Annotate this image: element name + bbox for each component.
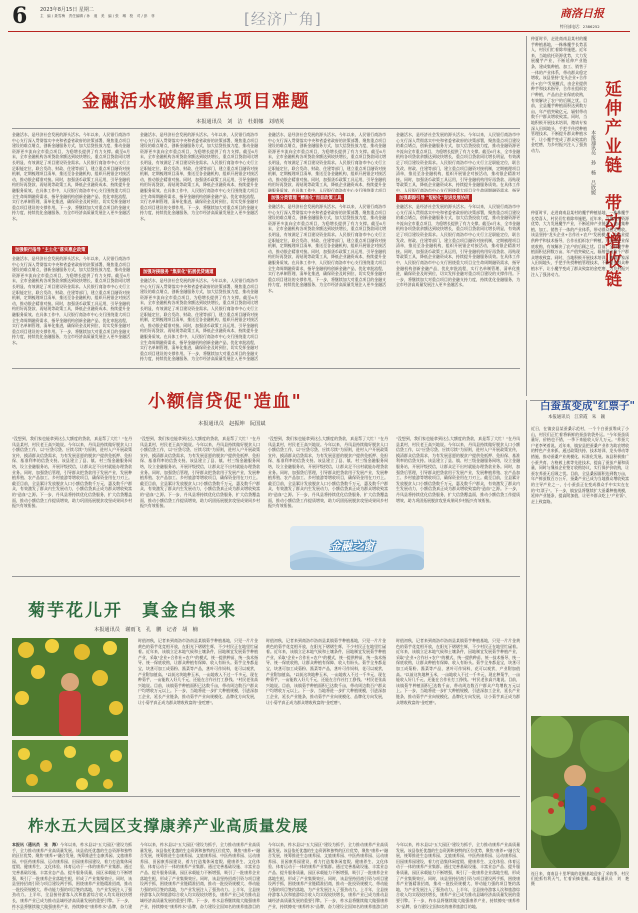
jerusalem-artichoke-photo bbox=[12, 638, 128, 736]
column-tag-finance-window bbox=[290, 526, 424, 570]
article1-subhead-2: 加强对接服务 "集束化"拓展优贷通道 bbox=[140, 268, 216, 276]
article2-col2: "没想到，我们家也能拿到这么大额度的贷款，真是帮了大忙！"在丹凤县某村，村民老王高兴地说。今年以来，丹凤县持续做好脱贫人口小额信贷工作，以"应贷尽贷、应续尽续"为原则，进村入户开展政策宣传，摸清群众信贷需求，为有发展意愿的脱贫户提供免抵押、免担保、基准利率的信贷支持。该县建立了县、镇、村三级金融服务网络，设立金融服务站，开展评级授信，让群众足不出村就能办理贷款业务。同时，加强贷后管理，引导群众把贷款用于发展产业，发展种植养殖、农产品加工、乡村旅游等增收项目，确保资金用在刀刃上。截至目前，全县累计发放脱贫人口小额信贷数千万元，惠及数千户群众，有效激发了群众内生发展动力，小额信贷真正成为群众增收致富的"造血"之源。下一步，丹凤县将持续优化信贷服务，扩大信贷覆盖面，推动小额信贷工作提质增效，助力巩固拓展脱贫攻坚成果同乡村振兴有效衔接。 bbox=[140, 436, 260, 509]
masthead bbox=[0, 0, 638, 34]
pepper-harvest-photo bbox=[531, 716, 629, 868]
page-number: 6 bbox=[12, 3, 28, 29]
sidebar1-text-b: 仲夏时节，走进商南县某村的魔芋种植基地，一株株魔芋长势喜人，村民们忙着除草施肥。近年来，当地依托资源优势，大力发展魔芋产业，不断延伸产业链条，建成集种植、加工、销售于一体的产业体系，带动群众稳定增收。该县坚持"龙头企业+合作社+农户"发展模式，由企业提供种芋和技术指导，合作社组织农户种植，产品由企业保底收购，有效解决了农户的后顾之忧。目前，全县魔芋种植面积达到数万亩，年产值突破亿元，辐射带动数千户群众增收致富。同时，当地积极开展技术培训，邀请专家深入田间地头，手把手传授种植管理技术，不断提升群众种植水平，让小魔芋变成了群众致富的金疙瘩，为乡村振兴注入了强劲动力。 bbox=[531, 210, 629, 277]
article2-byline: 本报通讯员 赵振坤 阮国斌 bbox=[198, 421, 266, 427]
pepper-photo-caption: 连日来，商南县十里坪镇的花椒基地迎来了采收季，村民们抢抓有利天气，忙着采摘花椒。本报通讯员 刘 艳 摄 bbox=[531, 871, 629, 887]
sidebar1-title: 延伸产业链 带动增收链 bbox=[601, 80, 621, 289]
article4-col2: 今年以来，柞水县以"五大园区"建设为抓手，全力推动康养产业高质量发展。该县依托优越的生态资源和独特的区位优势，聚焦"康养+"融合发展，统筹推进生态康养园、文旅康养园、中医药康养园、运动康养园、田园康养园建设，着力打造集休闲度假、健康养生、文化体验、体育运动于一体的康养产业集群。通过完善基础设施、丰富业态产品、提升服务质量，园区承载能力不断增强，吸引了一批康养企业落地生根，形成了产业集聚效应。同时，该县坚持招商引资与项目建设两手抓，围绕康养产业链精准招商，推动一批投资规模大、带动能力强的项目签约落地，为产业发展注入了强劲动力。上半年，全县接待游客人次和旅游综合收入均实现较快增长，康养产业已成为推动县域经济高质量发展的重要引擎。下一步，柞水县将继续做大做强康养产业，持续擦亮"康养柞水"品牌，奋力建设全国知名的康养旅游目的 bbox=[140, 842, 260, 909]
editors-line: 主 编 / 聂雪梅 责任编辑 / 孙 迪 美 编 / 张 琳 校 对 / 彭 菲 bbox=[40, 14, 155, 18]
article3-col2: 时值初秋，记者来到商洛市洛南县某镇菊芋种植基地，只见一片片金黄色的菊芋花竞相开放，在阳光下熠熠生辉，不少村民正在地里忙碌着。近年来，该镇立足本地气候和土壤条件，因地制宜发展菊芋种植产业，采取"企业+合作社+农户"的模式，统一提供种苗、统一技术指导、统一保底收购，让群众种植有保障、收入有盼头。菊芋全身都是宝，块茎可加工成菊粉、酱菜等产品，茎叶可作饲料，花可以观赏，产业附加值高。"以前这块地种玉米，一亩地收入不过一千多元，现在种菊芋，一亩能收入好几千元，还能在合作社打工挣钱。"村民老张高兴地说。目前，该镇菊芋种植面积已达数千亩，带动周边数百户群众户均增收万元以上。下一步，当地将进一步扩大种植规模，引进深加工企业，延长产业链条，推动菊芋产业向规模化、品牌化方向发展，让小菊芋真正成为群众增收致富的"金疙瘩"。 bbox=[266, 638, 386, 705]
sidebar2-body: 近日，在镇安县某蚕桑示范村，一个个白蚕茧堆成了小山，村民们正忙着将新鲜的蚕茧装袋外运。"今年蚕茧质量好，价格也不错，一季下来能收入好几万元。"养蚕大户老李笑着说。近年来，镇安县把蚕桑产业作为助农增收的特色产业来抓，通过政策扶持、技术培训、龙头带动等措施，推动蚕桑产业规模化、标准化发展。该县积极推广小蚕共育、方格蔟上蔟等先进技术，提高了蚕茧产量和质量，同时与缫丝企业签订收购协议，实行保护价收购，让蚕农养蚕无后顾之忧。目前，全县桑园面积达到数万亩，年产鲜茧数百万公斤，蚕桑产业已成为当地群众增收致富的主导产业之一，小小蚕茧正在变成群众手中实实在在的"红票子"。下一步，镇安县将继续扩大蚕桑种植规模，延伸产业链条，提高附加值，让更多群众吃上"产业饭"、走上致富路。 bbox=[531, 426, 629, 504]
article3-col1: 时值初秋，记者来到商洛市洛南县某镇菊芋种植基地，只见一片片金黄色的菊芋花竞相开放，在阳光下熠熠生辉，不少村民正在地里忙碌着。近年来，该镇立足本地气候和土壤条件，因地制宜发展菊芋种植产业，采取"企业+合作社+农户"的模式，统一提供种苗、统一技术指导、统一保底收购，让群众种植有保障、收入有盼头。菊芋全身都是宝，块茎可加工成菊粉、酱菜等产品，茎叶可作饲料，花可以观赏，产业附加值高。"以前这块地种玉米，一亩地收入不过一千多元，现在种菊芋，一亩能收入好几千元，还能在合作社打工挣钱。"村民老张高兴地说。目前，该镇菊芋种植面积已达数千亩，带动周边数百户群众户均增收万元以上。下一步，当地将进一步扩大种植规模，引进深加工企业，延长产业链条，推动菊芋产业向规模化、品牌化方向发展，让小菊芋真正成为群众增收致富的"金疙瘩"。 bbox=[138, 638, 258, 705]
sidebar1-divider bbox=[526, 36, 527, 396]
article1-subhead-1: 加强银行指导 "主土化"落实惠企政策 bbox=[12, 246, 88, 254]
article1-subhead-4: 加强跟踪引导 "短板化"促进发展协同 bbox=[396, 194, 472, 202]
article1-byline: 本报通讯员 刘 洁 杜娟娜 刘靖英 bbox=[196, 119, 285, 125]
article2-col3: "没想到，我们家也能拿到这么大额度的贷款，真是帮了大忙！"在丹凤县某村，村民老王高兴地说。今年以来，丹凤县持续做好脱贫人口小额信贷工作，以"应贷尽贷、应续尽续"为原则，进村入户开展政策宣传，摸清群众信贷需求，为有发展意愿的脱贫户提供免抵押、免担保、基准利率的信贷支持。该县建立了县、镇、村三级金融服务网络，设立金融服务站，开展评级授信，让群众足不出村就能办理贷款业务。同时，加强贷后管理，引导群众把贷款用于发展产业，发展种植养殖、农产品加工、乡村旅游等增收项目，确保资金用在刀刃上。截至目前，全县累计发放脱贫人口小额信贷数千万元，惠及数千户群众，有效激发了群众内生发展动力，小额信贷真正成为群众增收致富的"造血"之源。下一步，丹凤县将持续优化信贷服务，扩大信贷覆盖面，推动小额信贷工作提质增效，助力巩固拓展脱贫攻坚成果同乡村振兴有效衔接。 bbox=[268, 436, 388, 509]
article4-title: 柞水五大园区支撑康养产业高质量发展 bbox=[28, 817, 309, 835]
section-title: [经济广角] bbox=[244, 10, 322, 28]
article1-subhead-3: 加强分类管理 "精准化"而显政策工具 bbox=[268, 194, 344, 202]
sidebar1-byline: 本报通讯员 孙 杨 吕欣媛 bbox=[590, 130, 596, 195]
column-tag-label: 金融之窗 bbox=[330, 540, 374, 553]
article4-col3: 今年以来，柞水县以"五大园区"建设为抓手，全力推动康养产业高质量发展。该县依托优越的生态资源和独特的区位优势，聚焦"康养+"融合发展，统筹推进生态康养园、文旅康养园、中医药康养园、运动康养园、田园康养园建设，着力打造集休闲度假、健康养生、文化体验、体育运动于一体的康养产业集群。通过完善基础设施、丰富业态产品、提升服务质量，园区承载能力不断增强，吸引了一批康养企业落地生根，形成了产业集聚效应。同时，该县坚持招商引资与项目建设两手抓，围绕康养产业链精准招商，推动一批投资规模大、带动能力强的项目签约落地，为产业发展注入了强劲动力。上半年，全县接待游客人次和旅游综合收入均实现较快增长，康养产业已成为推动县域经济高质量发展的重要引擎。下一步，柞水县将继续做大做强康养产业，持续擦亮"康养柞水"品牌，奋力建设全国知名的康养旅游目的 bbox=[268, 842, 388, 909]
article4-byline: 本报讯（通讯员 张 海） bbox=[12, 842, 61, 847]
article1-col2: 金融活水，是经济社会发展的源头活水。今年以来，人民银行商洛市中心支行深入贯彻落实中央和省委省政府的决策部署，聚焦重点项目建设的难点堵点，创新金融服务方式，加大信贷投放力度，推动金融资源更多流向全市重点项目，为稳增长提供了有力支撑。截至6月末，全市金融机构各项贷款余额达到较快增长，重点项目贷款同比增长明显，有效满足了项目建设资金需求。人民银行商洛市中心支行立足职能定位，联合发改、财政、住建等部门，建立重点项目融资对接机制，定期梳理项目清单，推送至各金融机构，组织开展银企对接活动，推动银企精准对接。同时，加强货币政策工具运用，引导金融机构用好再贷款、再贴现等政策工具，降低企业融资成本，持续提升金融服务质效。在具体工作中，人民银行商洛市中心支行围绕重大项目全生命周期融资需求，指导金融机构创新金融产品，优化审批流程，实行名单制管理、清单化推进，确保资金及时到位，切实发挥金融对重点项目建设的支撑作用。下一步，将继续加大对重点项目的金融支持力度，持续优化金融服务，为全市经济高质量发展注入更多金融活水。 bbox=[140, 132, 258, 221]
sidebar2-byline: 本报通讯员 江荣霞 朱 颖 bbox=[548, 415, 606, 420]
article1-col1b: 金融活水，是经济社会发展的源头活水。今年以来，人民银行商洛市中心支行深入贯彻落实中央和省委省政府的决策部署，聚焦重点项目建设的难点堵点，创新金融服务方式，加大信贷投放力度，推动金融资源更多流向全市重点项目，为稳增长提供了有力支撑。截至6月末，全市金融机构各项贷款余额达到较快增长，重点项目贷款同比增长明显，有效满足了项目建设资金需求。人民银行商洛市中心支行立足职能定位，联合发改、财政、住建等部门，建立重点项目融资对接机制，定期梳理项目清单，推送至各金融机构，组织开展银企对接活动，推动银企精准对接。同时，加强货币政策工具运用，引导金融机构用好再贷款、再贴现等政策工具，降低企业融资成本，持续提升金融服务质效。在具体工作中，人民银行商洛市中心支行围绕重大项目全生命周期融资需求，指导金融机构创新金融产品，优化审批流程，实行名单制管理、清单化推进，确保资金及时到位，切实发挥金融对重点项目建设的支撑作用。下一步，将继续加大对重点项目的金融支持力度，持续优化金融服务，为全市经济高质量发展注入更多金融活水。 bbox=[12, 256, 130, 345]
article2-col1: "没想到，我们家也能拿到这么大额度的贷款，真是帮了大忙！"在丹凤县某村，村民老王高兴地说。今年以来，丹凤县持续做好脱贫人口小额信贷工作，以"应贷尽贷、应续尽续"为原则，进村入户开展政策宣传，摸清群众信贷需求，为有发展意愿的脱贫户提供免抵押、免担保、基准利率的信贷支持。该县建立了县、镇、村三级金融服务网络，设立金融服务站，开展评级授信，让群众足不出村就能办理贷款业务。同时，加强贷后管理，引导群众把贷款用于发展产业，发展种植养殖、农产品加工、乡村旅游等增收项目，确保资金用在刀刃上。截至目前，全县累计发放脱贫人口小额信贷数千万元，惠及数千户群众，有效激发了群众内生发展动力，小额信贷真正成为群众增收致富的"造血"之源。下一步，丹凤县将持续优化信贷服务，扩大信贷覆盖面，推动小额信贷工作提质增效，助力巩固拓展脱贫攻坚成果同乡村振兴有效衔接。 bbox=[12, 436, 132, 509]
article1-rule bbox=[12, 128, 520, 129]
article1-col1: 金融活水，是经济社会发展的源头活水。今年以来，人民银行商洛市中心支行深入贯彻落实中央和省委省政府的决策部署，聚焦重点项目建设的难点堵点，创新金融服务方式，加大信贷投放力度，推动金融资源更多流向全市重点项目，为稳增长提供了有力支撑。截至6月末，全市金融机构各项贷款余额达到较快增长，重点项目贷款同比增长明显，有效满足了项目建设资金需求。人民银行商洛市中心支行立足职能定位，联合发改、财政、住建等部门，建立重点项目融资对接机制，定期梳理项目清单，推送至各金融机构，组织开展银企对接活动，推动银企精准对接。同时，加强货币政策工具运用，引导金融机构用好再贷款、再贴现等政策工具，降低企业融资成本，持续提升金融服务质效。在具体工作中，人民银行商洛市中心支行围绕重大项目全生命周期融资需求，指导金融机构创新金融产品，优化审批流程，实行名单制管理、清单化推进，确保资金及时到位，切实发挥金融对重点项目建设的支撑作用。下一步，将继续加大对重点项目的金融支持力度，持续优化金融服务，为全市经济高质量发展注入更多金融活水。 bbox=[12, 132, 130, 221]
article1-col4b: 金融活水，是经济社会发展的源头活水。今年以来，人民银行商洛市中心支行深入贯彻落实中央和省委省政府的决策部署，聚焦重点项目建设的难点堵点，创新金融服务方式，加大信贷投放力度，推动金融资源更多流向全市重点项目，为稳增长提供了有力支撑。截至6月末，全市金融机构各项贷款余额达到较快增长，重点项目贷款同比增长明显，有效满足了项目建设资金需求。人民银行商洛市中心支行立足职能定位，联合发改、财政、住建等部门，建立重点项目融资对接机制，定期梳理项目清单，推送至各金融机构，组织开展银企对接活动，推动银企精准对接。同时，加强货币政策工具运用，引导金融机构用好再贷款、再贴现等政策工具，降低企业融资成本，持续提升金融服务质效。在具体工作中，人民银行商洛市中心支行围绕重大项目全生命周期融资需求，指导金融机构创新金融产品，优化审批流程，实行名单制管理、清单化推进，确保资金及时到位，切实发挥金融对重点项目建设的支撑作用。下一步，将继续加大对重点项目的金融支持力度，持续优化金融服务，为全市经济高质量发展注入更多金融活水。 bbox=[396, 204, 520, 288]
article4-col1 bbox=[12, 842, 132, 910]
date-line: 2023年8月15日 星期二 bbox=[40, 7, 94, 13]
sidebar2-title: 白蚕茧变成"红票子" bbox=[540, 400, 635, 412]
article3-byline: 本报通讯员 谢雨飞 孔 鹏 记者 胡 楠 bbox=[94, 627, 198, 633]
article1-col4: 金融活水，是经济社会发展的源头活水。今年以来，人民银行商洛市中心支行深入贯彻落实中央和省委省政府的决策部署，聚焦重点项目建设的难点堵点，创新金融服务方式，加大信贷投放力度，推动金融资源更多流向全市重点项目，为稳增长提供了有力支撑。截至6月末，全市金融机构各项贷款余额达到较快增长，重点项目贷款同比增长明显，有效满足了项目建设资金需求。人民银行商洛市中心支行立足职能定位，联合发改、财政、住建等部门，建立重点项目融资对接机制，定期梳理项目清单，推送至各金融机构，组织开展银企对接活动，推动银企精准对接。同时，加强货币政策工具运用，引导金融机构用好再贷款、再贴现等政策工具，降低企业融资成本，持续提升金融服务质效。在具体工作中，人民银行商洛市中心支行围绕重大项目全生命周期融资需求，指导 bbox=[396, 132, 520, 192]
article2-col4: "没想到，我们家也能拿到这么大额度的贷款，真是帮了大忙！"在丹凤县某村，村民老王高兴地说。今年以来，丹凤县持续做好脱贫人口小额信贷工作，以"应贷尽贷、应续尽续"为原则，进村入户开展政策宣传，摸清群众信贷需求，为有发展意愿的脱贫户提供免抵押、免担保、基准利率的信贷支持。该县建立了县、镇、村三级金融服务网络，设立金融服务站，开展评级授信，让群众足不出村就能办理贷款业务。同时，加强贷后管理，引导群众把贷款用于发展产业，发展种植养殖、农产品加工、乡村旅游等增收项目，确保资金用在刀刃上。截至目前，全县累计发放脱贫人口小额信贷数千万元，惠及数千户群众，有效激发了群众内生发展动力，小额信贷真正成为群众增收致富的"造血"之源。下一步，丹凤县将持续优化信贷服务，扩大信贷覆盖面，推动小额信贷工作提质增效，助力巩固拓展脱贫攻坚成果同乡村振兴有效衔接。 bbox=[396, 436, 520, 503]
article2-title: 小额信贷促"造血" bbox=[148, 392, 303, 412]
article4-col4: 今年以来，柞水县以"五大园区"建设为抓手，全力推动康养产业高质量发展。该县依托优越的生态资源和独特的区位优势，聚焦"康养+"融合发展，统筹推进生态康养园、文旅康养园、中医药康养园、运动康养园、田园康养园建设，着力打造集休闲度假、健康养生、文化体验、体育运动于一体的康养产业集群。通过完善基础设施、丰富业态产品、提升服务质量，园区承载能力不断增强，吸引了一批康养企业落地生根，形成了产业集聚效应。同时，该县坚持招商引资与项目建设两手抓，围绕康养产业链精准招商，推动一批投资规模大、带动能力强的项目签约落地，为产业发展注入了强劲动力。上半年，全县接待游客人次和旅游综合收入均实现较快增长，康养产业已成为推动县域经济高质量发展的重要引擎。下一步，柞水县将继续做大做强康养产业，持续擦亮"康养柞水"品牌，奋力建设全国知名的康养旅游目的地。 bbox=[396, 842, 520, 909]
article4-top-rule bbox=[12, 796, 520, 797]
sidebar2-divider bbox=[526, 400, 527, 910]
article1-col3: 金融活水，是经济社会发展的源头活水。今年以来，人民银行商洛市中心支行深入贯彻落实中央和省委省政府的决策部署，聚焦重点项目建设的难点堵点，创新金融服务方式，加大信贷投放力度，推动金融资源更多流向全市重点项目，为稳增长提供了有力支撑。截至6月末，全市金融机构各项贷款余额达到较快增长，重点项目贷款同比增长明显，有效满足了项目建设资金需求。人民银行商洛市中心支行立足职能定位，联合发改、财政、住建等部门，建立重点项目融资对接机制，定期梳理项目清单，推送至各金融机构，组织开展银企对接活动，推动银企精准对接。同时，加强货币政策工具运用，引导金融机构用好再贷款、再贴现等政策工具，降低企业融资成本，持续提升金融服务质效。在具体工作中，人民银行商洛市中心支行围绕重大项目 bbox=[268, 132, 386, 192]
hotline: 特刊部电话：2386252 bbox=[560, 24, 600, 29]
article1-title: 金融活水破解重点项目难题 bbox=[82, 92, 310, 112]
masthead-rule bbox=[8, 31, 630, 32]
article1-col3b: 金融活水，是经济社会发展的源头活水。今年以来，人民银行商洛市中心支行深入贯彻落实中央和省委省政府的决策部署，聚焦重点项目建设的难点堵点，创新金融服务方式，加大信贷投放力度，推动金融资源更多流向全市重点项目，为稳增长提供了有力支撑。截至6月末，全市金融机构各项贷款余额达到较快增长，重点项目贷款同比增长明显，有效满足了项目建设资金需求。人民银行商洛市中心支行立足职能定位，联合发改、财政、住建等部门，建立重点项目融资对接机制，定期梳理项目清单，推送至各金融机构，组织开展银企对接活动，推动银企精准对接。同时，加强货币政策工具运用，引导金融机构用好再贷款、再贴现等政策工具，降低企业融资成本，持续提升金融服务质效。在具体工作中，人民银行商洛市中心支行围绕重大项目全生命周期融资需求，指导金融机构创新金融产品，优化审批流程，实行名单制管理、清单化推进，确保资金及时到位，切实发挥金融对重点项目建设的支撑作用。下一步，将继续加大对重点项目的金融支持力度，持续优化金融服务，为全市经济高质量发展注入更多金融活水。 bbox=[268, 204, 386, 293]
article2-top-rule bbox=[12, 368, 520, 369]
article1-col2b: 金融活水，是经济社会发展的源头活水。今年以来，人民银行商洛市中心支行深入贯彻落实中央和省委省政府的决策部署，聚焦重点项目建设的难点堵点，创新金融服务方式，加大信贷投放力度，推动金融资源更多流向全市重点项目，为稳增长提供了有力支撑。截至6月末，全市金融机构各项贷款余额达到较快增长，重点项目贷款同比增长明显，有效满足了项目建设资金需求。人民银行商洛市中心支行立足职能定位，联合发改、财政、住建等部门，建立重点项目融资对接机制，定期梳理项目清单，推送至各金融机构，组织开展银企对接活动，推动银企精准对接。同时，加强货币政策工具运用，引导金融机构用好再贷款、再贴现等政策工具，降低企业融资成本，持续提升金融服务质效。在具体工作中，人民银行商洛市中心支行围绕重大项目全生命周期融资需求，指导金融机构创新金融产品，优化审批流程，实行名单制管理、清单化推进，确保资金及时到位，切实发挥金融对重点项目建设的支撑作用。下一步，将继续加大对重点项目的金融支持力度，持续优化金融服务，为全市经济高质量发展注入更多金融活 bbox=[140, 278, 258, 362]
article4-lead: 今年以来，柞水县以"五大园区"建设为抓手，全力推动康养产业高质量发展。该县依托优越的生态资源和独特的区位优势，聚焦"康养+"融合发展，统筹推进生态康养园、文旅康养园、中医药康养园、运动康养园、田园康养园建设，着力打造集休闲度假、健康养生、文化体验、体育运动于一体的康养产业集群。通过完善基础设施、丰富业态产品、提升服务质量，园区承载能力不断增强，吸引了一批康养企业落地生根，形成了产业集聚效应。同时，该县坚持招商引资与项目建设两手抓，围绕康养产业链精准招商，推动一批投资规模大、带动能力强的项目签约落地，为产业发展注入了强劲动力。上半年，全县接待游客人次和旅游综合收入均实现较快增长，康养产业已成为推动县域经济高质量发展的重要引擎。下一步，柞水县将继续做大做强康养产业，持续擦亮"康养柞水"品牌，奋力建 bbox=[12, 842, 132, 909]
article3-title: 菊芋花儿开 真金白银来 bbox=[28, 601, 237, 621]
article3-col3: 时值初秋，记者来到商洛市洛南县某镇菊芋种植基地，只见一片片金黄色的菊芋花竞相开放，在阳光下熠熠生辉，不少村民正在地里忙碌着。近年来，该镇立足本地气候和土壤条件，因地制宜发展菊芋种植产业，采取"企业+合作社+农户"的模式，统一提供种苗、统一技术指导、统一保底收购，让群众种植有保障、收入有盼头。菊芋全身都是宝，块茎可加工成菊粉、酱菜等产品，茎叶可作饲料，花可以观赏，产业附加值高。"以前这块地种玉米，一亩地收入不过一千多元，现在种菊芋，一亩能收入好几千元，还能在合作社打工挣钱。"村民老张高兴地说。目前，该镇菊芋种植面积已达数千亩，带动周边数百户群众户均增收万元以上。下一步，当地将进一步扩大种植规模，引进深加工企业，延长产业链条，推动菊芋产业向规模化、品牌化方向发展，让小菊芋真正成为群众增收致富的"金疙瘩"。 bbox=[396, 638, 520, 705]
flower-field-photo bbox=[12, 740, 128, 792]
article3-top-rule bbox=[12, 576, 520, 577]
sidebar1-text-a: 仲夏时节，走进商南县某村的魔芋种植基地，一株株魔芋长势喜人，村民们忙着除草施肥。近年来，当地依托资源优势，大力发展魔芋产业，不断延伸产业链条，建成集种植、加工、销售于一体的产业体系，带动群众稳定增收。该县坚持"龙头企业+合作社+农户"发展模式，由企业提供种芋和技术指导，合作社组织农户种植，产品由企业保底收购，有效解决了农户的后顾之忧。目前，全县魔芋种植面积达到数万亩，年产值突破亿元，辐射带动数千户群众增收致富。同时，当地积极开展技术培训，邀请专家深入田间地头，手把手传授种植管理技术，不断提升群众种植水平，让小魔芋变成了群众致富的金疙瘩，为乡村振兴注入了强劲动力。 bbox=[531, 36, 587, 153]
paper-name-logo: 商洛日报 bbox=[560, 7, 604, 20]
